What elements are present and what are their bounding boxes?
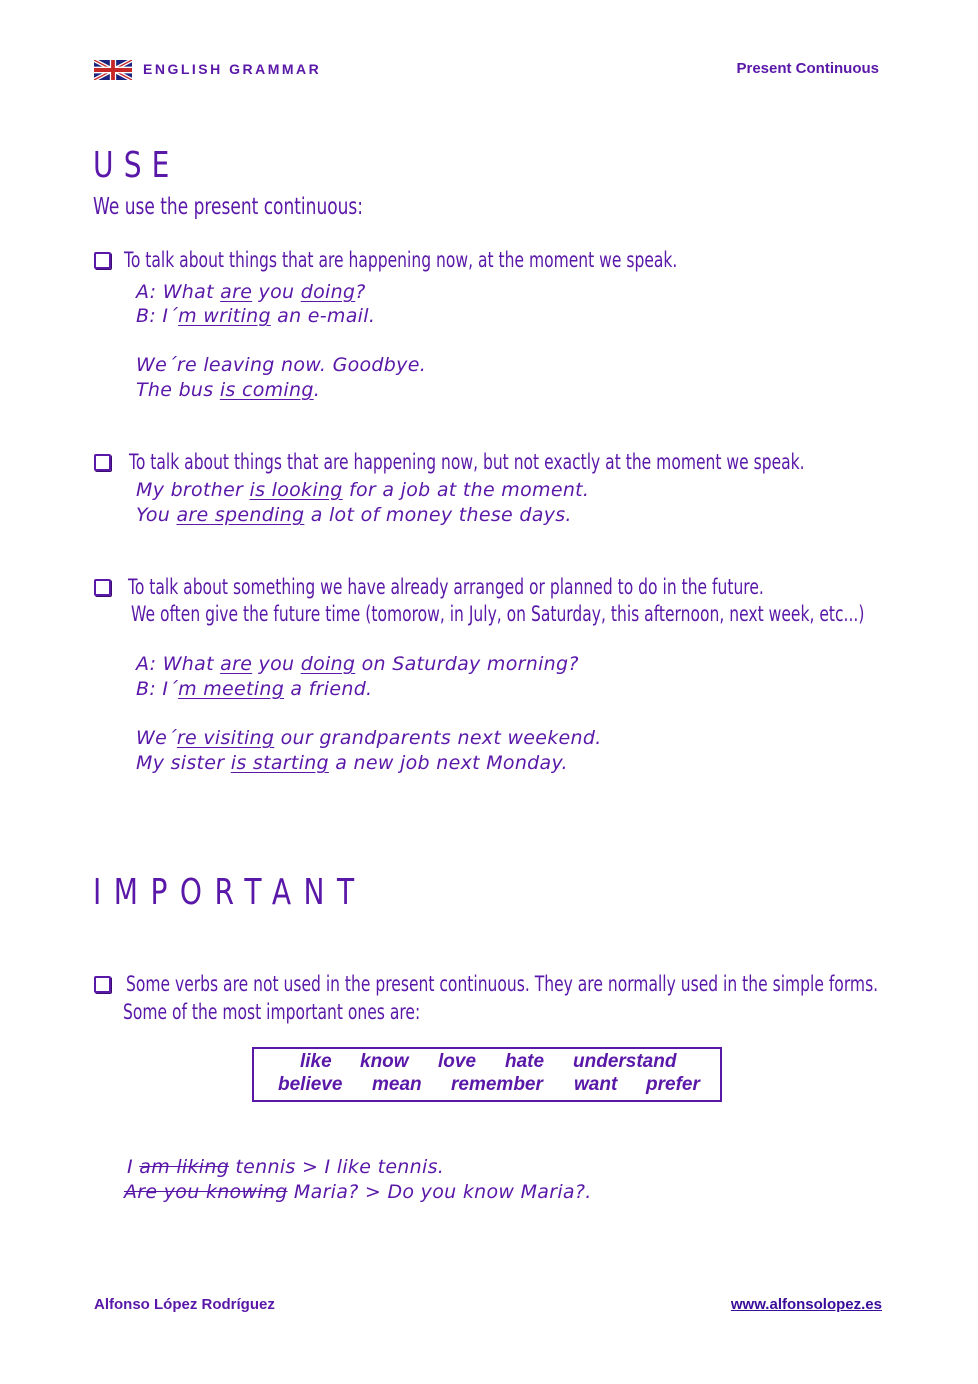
example-text: a friend. xyxy=(284,678,373,700)
verb: hate xyxy=(505,1051,545,1072)
verb-form: m meeting xyxy=(178,678,285,700)
verb-form: are spending xyxy=(176,504,305,526)
example-text: a new job next Monday. xyxy=(328,752,568,774)
use-intro: We use the present continuous: xyxy=(93,194,364,220)
example-line xyxy=(136,678,372,700)
verb-form: is looking xyxy=(249,479,343,501)
verb-form: is starting xyxy=(230,752,329,774)
verb: understand xyxy=(573,1051,677,1072)
example-text: I xyxy=(127,1156,140,1178)
verb: mean xyxy=(372,1074,422,1095)
example-text: you xyxy=(252,653,301,675)
verb: prefer xyxy=(646,1074,700,1095)
bullet-3-text: To talk about something we have already arranged or planned to do in the future. xyxy=(128,575,764,599)
verb-form: doing xyxy=(300,653,356,675)
incorrect-form: am liking xyxy=(139,1156,230,1178)
author-name: Alfonso López Rodríguez xyxy=(94,1296,275,1313)
topic-title: Present Continuous xyxy=(736,60,879,77)
example-line xyxy=(136,479,589,501)
example-text: The bus xyxy=(136,379,220,401)
verb-form: are xyxy=(220,653,253,675)
verb: love xyxy=(438,1051,477,1072)
example-line xyxy=(136,281,366,303)
example-text: A: What xyxy=(136,281,221,303)
example-text: ? xyxy=(355,281,366,303)
example-line xyxy=(136,379,320,401)
bullet-2-text: To talk about things that are happening now, but not exactly at the moment we speak. xyxy=(129,450,805,474)
verb: want xyxy=(574,1074,618,1095)
checkbox-icon xyxy=(94,579,111,596)
example-text: for a job at the moment. xyxy=(342,479,590,501)
example-line xyxy=(136,752,568,774)
example-text: an e-mail. xyxy=(270,305,376,327)
verb-form: is coming xyxy=(219,379,314,401)
verb-form: are xyxy=(220,281,253,303)
example-text: our grandparents next weekend. xyxy=(274,727,602,749)
verb: know xyxy=(360,1051,409,1072)
bullet-1-text: To talk about things that are happening now, at the moment we speak. xyxy=(124,248,678,272)
example-text: . xyxy=(313,379,321,401)
website-link[interactable]: www.alfonsolopez.es xyxy=(730,1296,882,1313)
verb-form: re visiting xyxy=(176,727,275,749)
checkbox-icon xyxy=(94,454,111,471)
checkbox-icon xyxy=(94,976,111,993)
example-text: We´re leaving now. Goodbye. xyxy=(136,354,427,376)
example-text: My sister xyxy=(136,752,231,774)
verb-form: m writing xyxy=(178,305,271,327)
example-line xyxy=(127,1156,444,1178)
example-text: A: What xyxy=(136,653,221,675)
checkbox-icon xyxy=(94,252,111,269)
use-heading: USE xyxy=(93,145,180,186)
verb-box xyxy=(252,1047,722,1102)
important-text: Some verbs are not used in the present continuous. They are normally used in the simple forms. xyxy=(126,972,879,996)
example-text: B: I´ xyxy=(136,678,179,700)
example-text: tennis > I like tennis. xyxy=(229,1156,445,1178)
example-line xyxy=(136,653,579,675)
verb: believe xyxy=(278,1074,343,1095)
example-text: B: I´ xyxy=(136,305,179,327)
example-text: My brother xyxy=(136,479,250,501)
example-line xyxy=(136,354,426,376)
example-text: a lot of money these days. xyxy=(304,504,572,526)
example-line xyxy=(124,1181,592,1203)
brand-title: ENGLISH GRAMMAR xyxy=(143,61,322,77)
verb-form: doing xyxy=(300,281,356,303)
important-text-2: Some of the most important ones are: xyxy=(123,1000,421,1024)
example-text: Maria? > Do you know Maria?. xyxy=(287,1181,592,1203)
important-heading: IMPORTANT xyxy=(93,872,367,913)
example-text: you xyxy=(252,281,301,303)
example-line xyxy=(136,504,572,526)
example-line xyxy=(136,727,602,749)
example-text: You xyxy=(136,504,177,526)
verb: like xyxy=(300,1051,332,1072)
uk-flag-icon xyxy=(94,60,132,80)
incorrect-form: Are you knowing xyxy=(124,1181,288,1203)
example-text: on Saturday morning? xyxy=(355,653,579,675)
bullet-3-text-2: We often give the future time (tomorow, in July, on Saturday, this afternoon, next week, etc...) xyxy=(131,602,865,626)
example-text: We´ xyxy=(136,727,177,749)
verb: remember xyxy=(451,1074,543,1095)
example-line xyxy=(136,305,375,327)
